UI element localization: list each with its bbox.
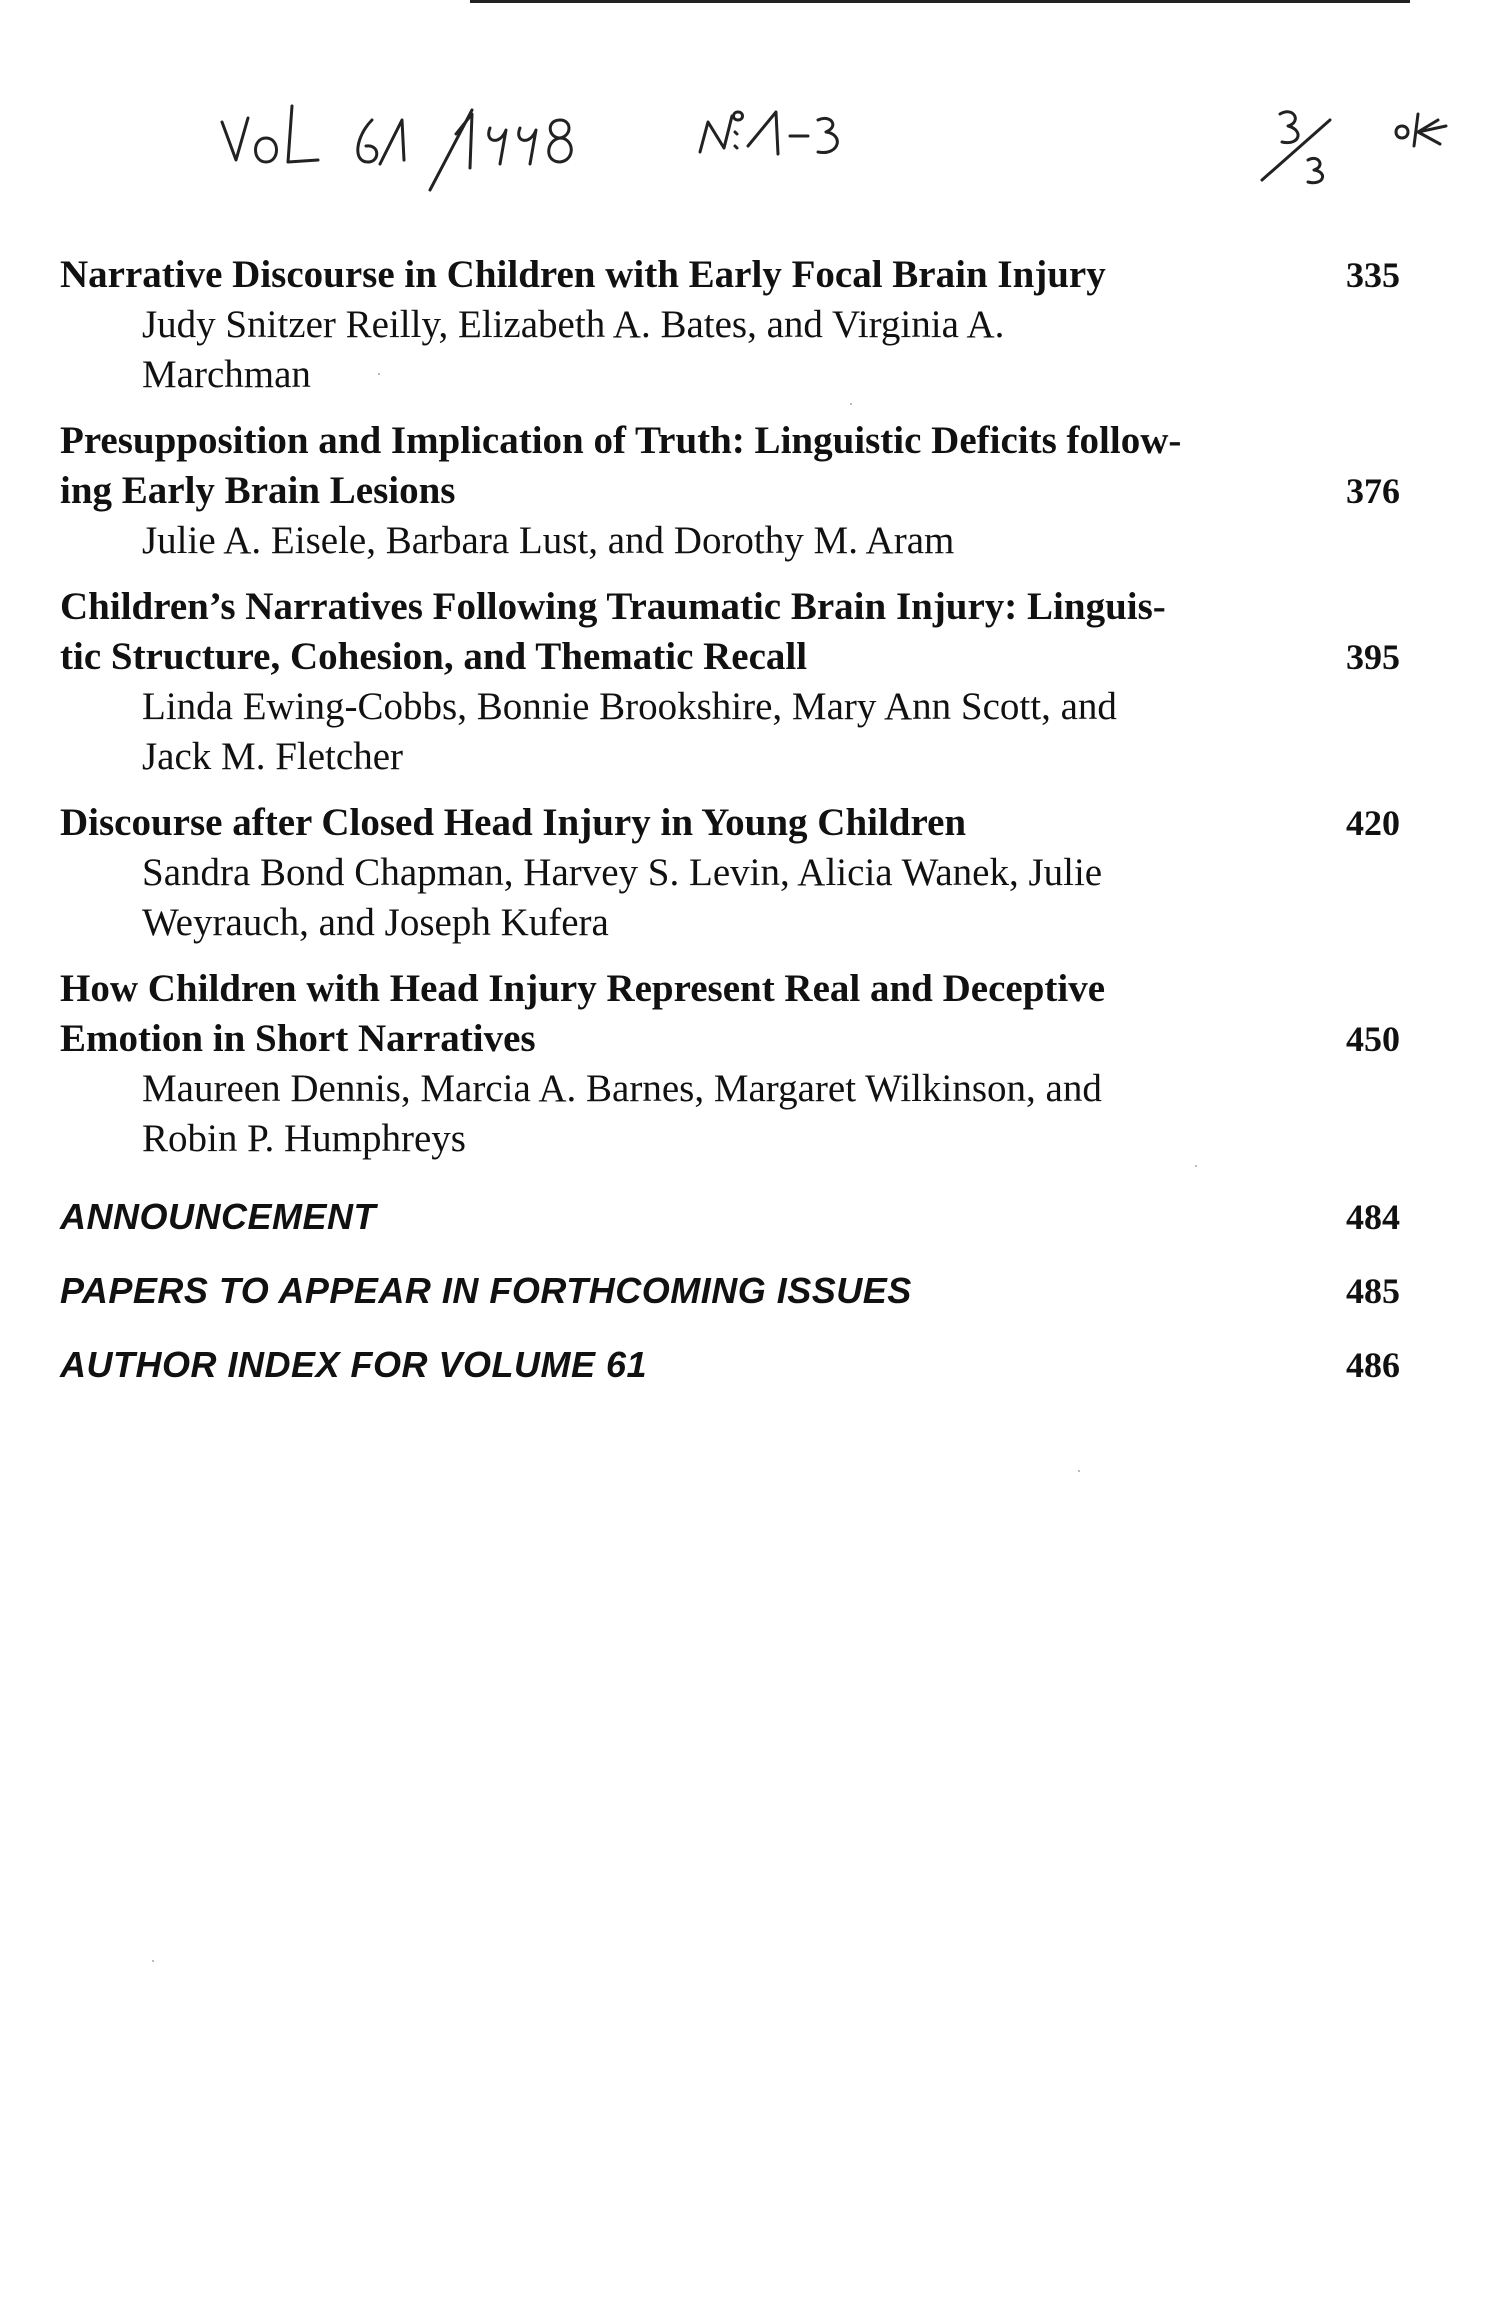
- section-page-number: 485: [1346, 1271, 1400, 1311]
- article-title-line: tic Structure, Cohesion, and Thematic Recall: [60, 635, 808, 678]
- section-page-number: 484: [1346, 1197, 1400, 1237]
- article-title-line: Presupposition and Implication of Truth: Linguistic Deficits follow-: [60, 419, 1182, 462]
- author-line: Jack M. Fletcher: [142, 735, 404, 778]
- scan-speck: [1195, 1165, 1197, 1167]
- page-number: 395: [1346, 637, 1400, 677]
- article-authors: [60, 300, 1245, 400]
- scan-speck: [1078, 1470, 1080, 1472]
- toc-entry: [60, 798, 1400, 948]
- article-title-line: How Children with Head Injury Represent Real and Deceptive: [60, 967, 1106, 1010]
- page-number: 376: [1346, 471, 1400, 511]
- handwriting-drawing: [0, 80, 1498, 230]
- toc-entry: [60, 582, 1400, 782]
- handwritten-annotation: [0, 80, 1498, 230]
- scan-speck: [152, 1960, 154, 1962]
- toc-entry: [60, 964, 1400, 1164]
- toc-entry: [60, 250, 1400, 400]
- section-row: [60, 1180, 1400, 1254]
- article-authors: [60, 516, 1245, 566]
- author-line: Sandra Bond Chapman, Harvey S. Levin, Alicia Wanek, Julie: [142, 851, 1103, 894]
- section-label: ANNOUNCEMENT: [60, 1196, 376, 1237]
- page-number: 335: [1346, 255, 1400, 295]
- page-number: 450: [1346, 1019, 1400, 1059]
- author-line: Judy Snitzer Reilly, Elizabeth A. Bates, and Virginia A.: [142, 303, 1005, 346]
- scan-speck: [378, 373, 380, 375]
- article-authors: [60, 848, 1245, 948]
- article-title-line: Children’s Narratives Following Traumatic Brain Injury: Linguis-: [60, 585, 1166, 628]
- article-title: [60, 416, 1245, 516]
- article-title-line: Discourse after Closed Head Injury in Young Children: [60, 801, 967, 844]
- section-label: PAPERS TO APPEAR IN FORTHCOMING ISSUES: [60, 1270, 912, 1311]
- article-authors: [60, 1064, 1245, 1164]
- author-line: Julie A. Eisele, Barbara Lust, and Dorothy M. Aram: [142, 519, 955, 562]
- toc-entries: [60, 250, 1400, 1164]
- article-title-line: ing Early Brain Lesions: [60, 469, 456, 512]
- article-title: [60, 582, 1245, 682]
- page-number: 420: [1346, 803, 1400, 843]
- author-line: Weyrauch, and Joseph Kufera: [142, 901, 609, 944]
- article-title: [60, 250, 1245, 300]
- article-title-line: Emotion in Short Narratives: [60, 1017, 536, 1060]
- author-line: Maureen Dennis, Marcia A. Barnes, Margaret Wilkinson, and: [142, 1067, 1102, 1110]
- scan-speck: [850, 403, 852, 405]
- toc-sections: [60, 1180, 1400, 1402]
- author-line: Marchman: [142, 353, 311, 396]
- section-row: [60, 1328, 1400, 1402]
- author-line: Linda Ewing-Cobbs, Bonnie Brookshire, Mary Ann Scott, and: [142, 685, 1117, 728]
- section-label: AUTHOR INDEX FOR VOLUME 61: [60, 1344, 648, 1385]
- top-rule: [470, 0, 1410, 3]
- section-page-number: 486: [1346, 1345, 1400, 1385]
- toc-entry: [60, 416, 1400, 566]
- section-row: [60, 1254, 1400, 1328]
- author-line: Robin P. Humphreys: [142, 1117, 466, 1160]
- article-title: [60, 964, 1245, 1064]
- table-of-contents: [60, 250, 1400, 1402]
- article-authors: [60, 682, 1245, 782]
- article-title: [60, 798, 1245, 848]
- article-title-line: Narrative Discourse in Children with Early Focal Brain Injury: [60, 253, 1106, 296]
